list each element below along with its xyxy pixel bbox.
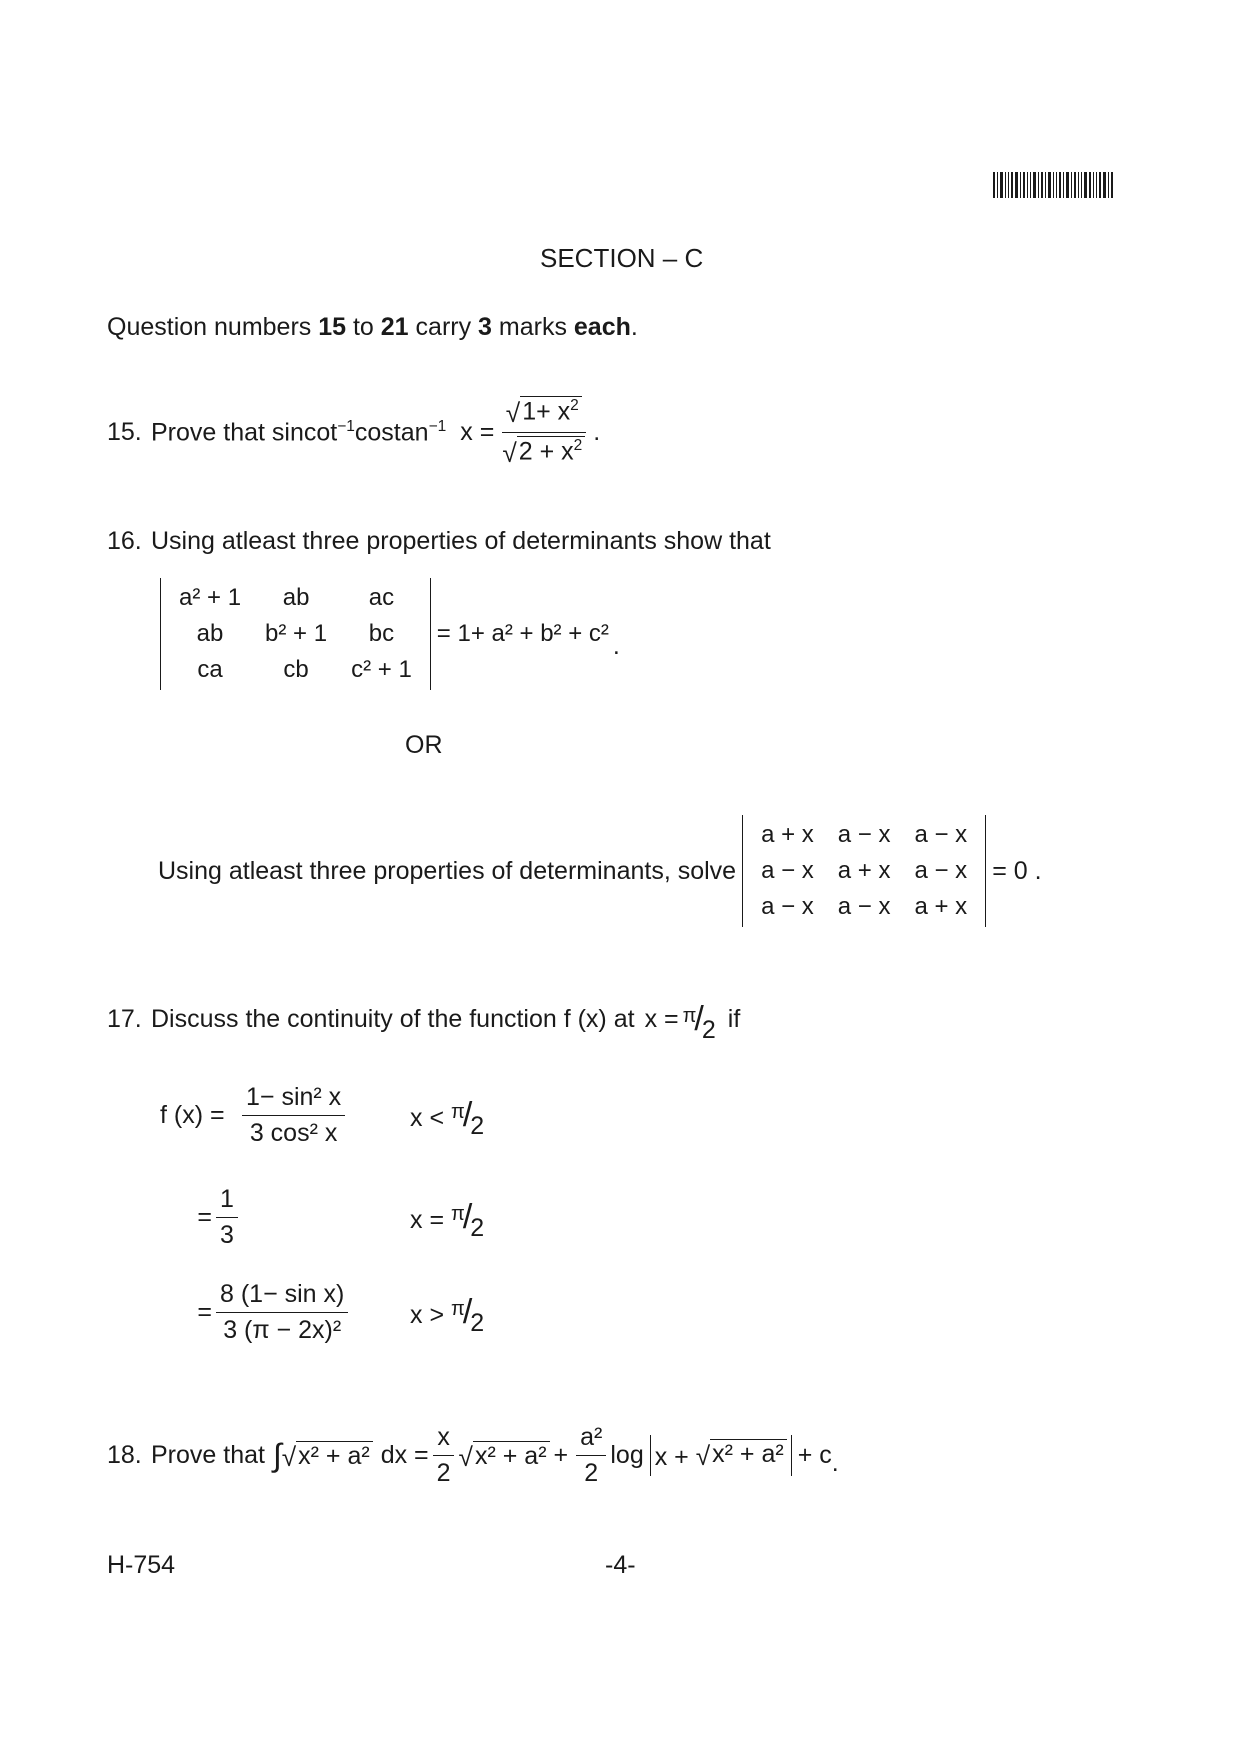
alt-question-text: Using atleast three properties of determinants, solve	[158, 856, 737, 885]
or-separator: OR	[405, 731, 443, 759]
question-text: Prove that	[151, 1441, 265, 1469]
question-text: Discuss the continuity of the function f (x) at	[151, 1005, 635, 1033]
matrix-cell: a − x	[761, 893, 814, 920]
matrix-cell: a + x	[914, 893, 968, 920]
question-18: 18. Prove that ∫ √ x² + a² dx = $\frac{x}{2}$ √ x² + a² + $\frac{\text{a²}}{2}$ log x + √ x² + a² + c .	[107, 1423, 839, 1487]
matrix-cell: a − x	[837, 821, 891, 848]
barcode-icon	[993, 172, 1115, 198]
page-number: -4-	[605, 1551, 636, 1579]
q16-alternative	[158, 815, 1042, 927]
alt-determinant	[742, 815, 986, 927]
question-17: 17. Discuss the continuity of the function f (x) at x = $^\pi$/2 if	[107, 1000, 741, 1044]
matrix-cell: ca	[197, 656, 223, 683]
matrix-cell: a − x	[761, 857, 814, 884]
question-number: 16.	[107, 527, 142, 555]
instruction: Question numbers 15 to 21 carry 3 marks each.	[107, 313, 638, 341]
question-number: 17.	[107, 1005, 142, 1033]
paper-code: H-754	[107, 1551, 176, 1579]
question-number: 15.	[107, 418, 142, 447]
q16-determinant-equation: a² + 1 ab ac ab b² + 1 bc ca cb c² + 1 = 1+ a² + b² + c² .	[160, 578, 620, 690]
question-15: 15. Prove that sincot$^{-1}$costan$^{-1}$ x = √ $1+ x^2$ √ $2 + x^2$ .	[107, 397, 601, 469]
matrix-cell: ab	[196, 620, 224, 647]
determinant	[160, 578, 431, 690]
matrix-cell: cb	[283, 656, 309, 683]
matrix-cell: a + x	[837, 857, 891, 884]
lhs-x: x =	[460, 418, 495, 447]
matrix-cell: ac	[368, 584, 395, 611]
q17-case-2: = $\frac{1}{3}$ x = $^\pi$/2	[197, 1185, 485, 1249]
matrix-cell: a² + 1	[179, 584, 242, 611]
question-16	[107, 527, 771, 556]
matrix-cell: b² + 1	[265, 620, 328, 647]
q17-case-3: = $\frac{\text{8 (1− sin x)}}{\text{3 (π − 2x)²}}$ x > $^\pi$/2	[197, 1280, 485, 1344]
matrix-cell: c² + 1	[351, 656, 412, 683]
question-text: Prove that sincot$^{-1}$costan$^{-1}$	[151, 417, 447, 447]
alt-rhs: = 0 .	[992, 856, 1042, 885]
matrix-cell: a + x	[761, 821, 814, 848]
question-text: Using atleast three properties of determinants show that	[151, 527, 771, 555]
integral-sign: ∫	[272, 1437, 282, 1473]
matrix-cell: bc	[368, 620, 395, 647]
section-title: SECTION – C	[540, 243, 704, 273]
determinant-rhs: = 1+ a² + b² + c²	[436, 620, 609, 647]
matrix-cell: ab	[282, 584, 310, 611]
matrix-cell: a − x	[914, 857, 968, 884]
question-number: 18.	[107, 1441, 142, 1469]
q17-case-1: f (x) = $\frac{\text{1− sin² x}}{\text{3 cos² x}}$ x < $^\pi$/2	[160, 1083, 485, 1147]
matrix-cell: a − x	[837, 893, 891, 920]
q15-fraction: √ $1+ x^2$ √ $2 + x^2$	[498, 396, 589, 469]
matrix-cell: a − x	[914, 821, 968, 848]
